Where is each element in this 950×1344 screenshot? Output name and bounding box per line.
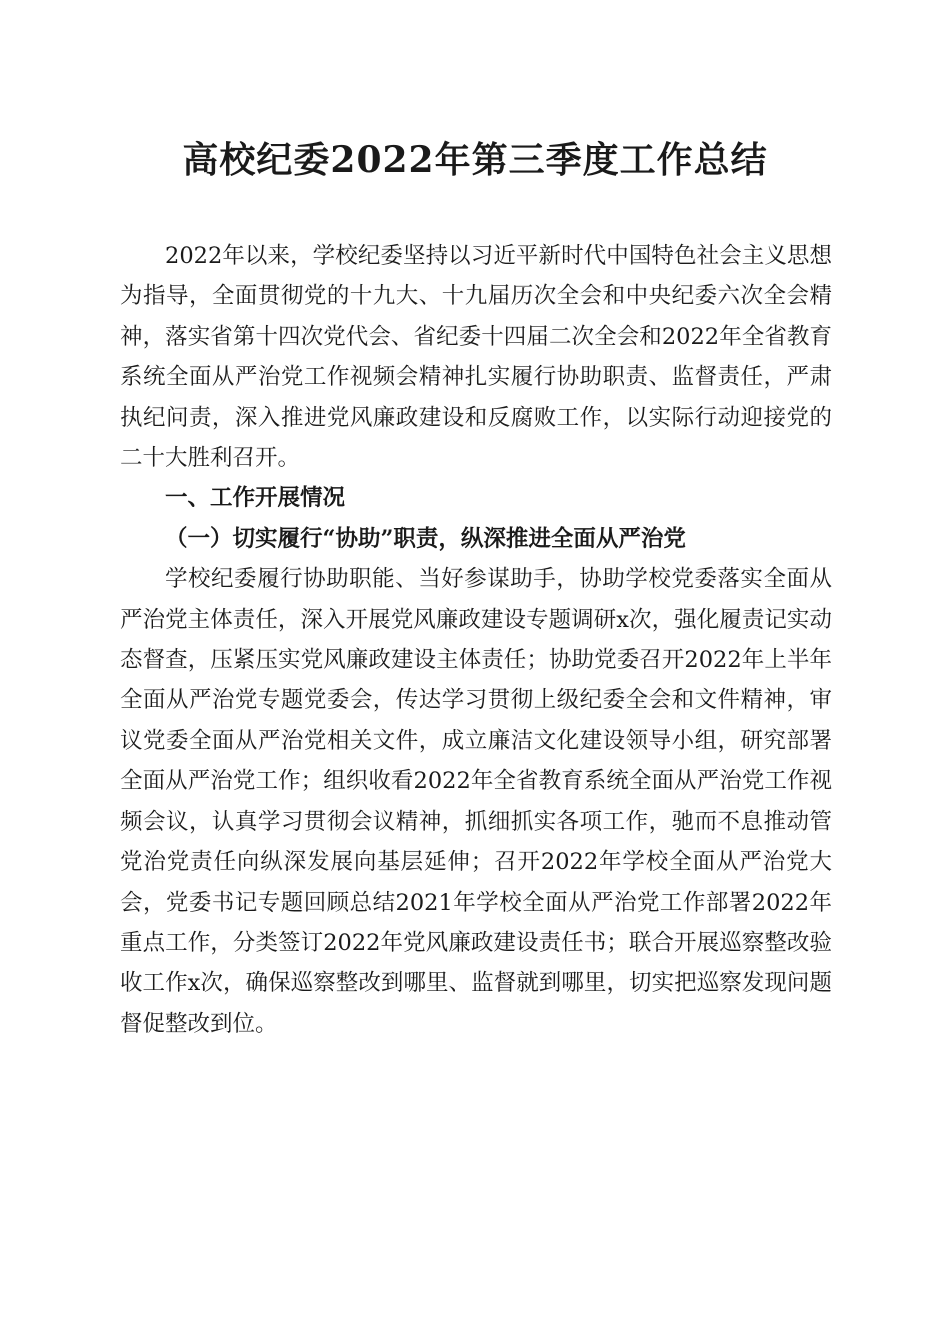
intro-paragraph: 2022年以来，学校纪委坚持以习近平新时代中国特色社会主义思想为指导，全面贯彻党的十九大、十九届历次全会和中央纪委六次全会精神，落实省第十四次党代会、省纪委十四届二次全会和2022年全省教育系统全面从严治党工作视频会精神扎实履行协助职责、监督责任，严肃执纪问责，深入推进党风廉政建设和反腐败工作，以实际行动迎接党的二十大胜利召开。	[120, 243, 832, 472]
subsection-heading-assist-duty: （一）切实履行“协助”职责，纵深推进全面从严治党	[165, 525, 686, 552]
document-title: 高校纪委2022年第三季度工作总结	[182, 139, 768, 181]
document-body	[120, 236, 832, 1044]
section-heading-work-progress: 一、工作开展情况	[165, 485, 346, 512]
subsection-paragraph-assist-duty: 学校纪委履行协助职能、当好参谋助手，协助学校党委落实全面从严治党主体责任，深入开展党风廉政建设专题调研x次，强化履责记实动态督查，压紧压实党风廉政建设主体责任；协助党委召开2022年上半年全面从严治党专题党委会，传达学习贯彻上级纪委全会和文件精神，审议党委全面从严治党相关文件，成立廉洁文化建设领导小组，研究部署全面从严治党工作；组织收看2022年全省教育系统全面从严治党工作视频会议，认真学习贯彻会议精神，抓细抓实各项工作，驰而不息推动管党治党责任向纵深发展向基层延伸；召开2022年学校全面从严治党大会，党委书记专题回顾总结2021年学校全面从严治党工作部署2022年重点工作，分类签订2022年党风廉政建设责任书；联合开展巡察整改验收工作x次，确保巡察整改到哪里、监督就到哪里，切实把巡察发现问题督促整改到位。	[120, 566, 832, 1037]
